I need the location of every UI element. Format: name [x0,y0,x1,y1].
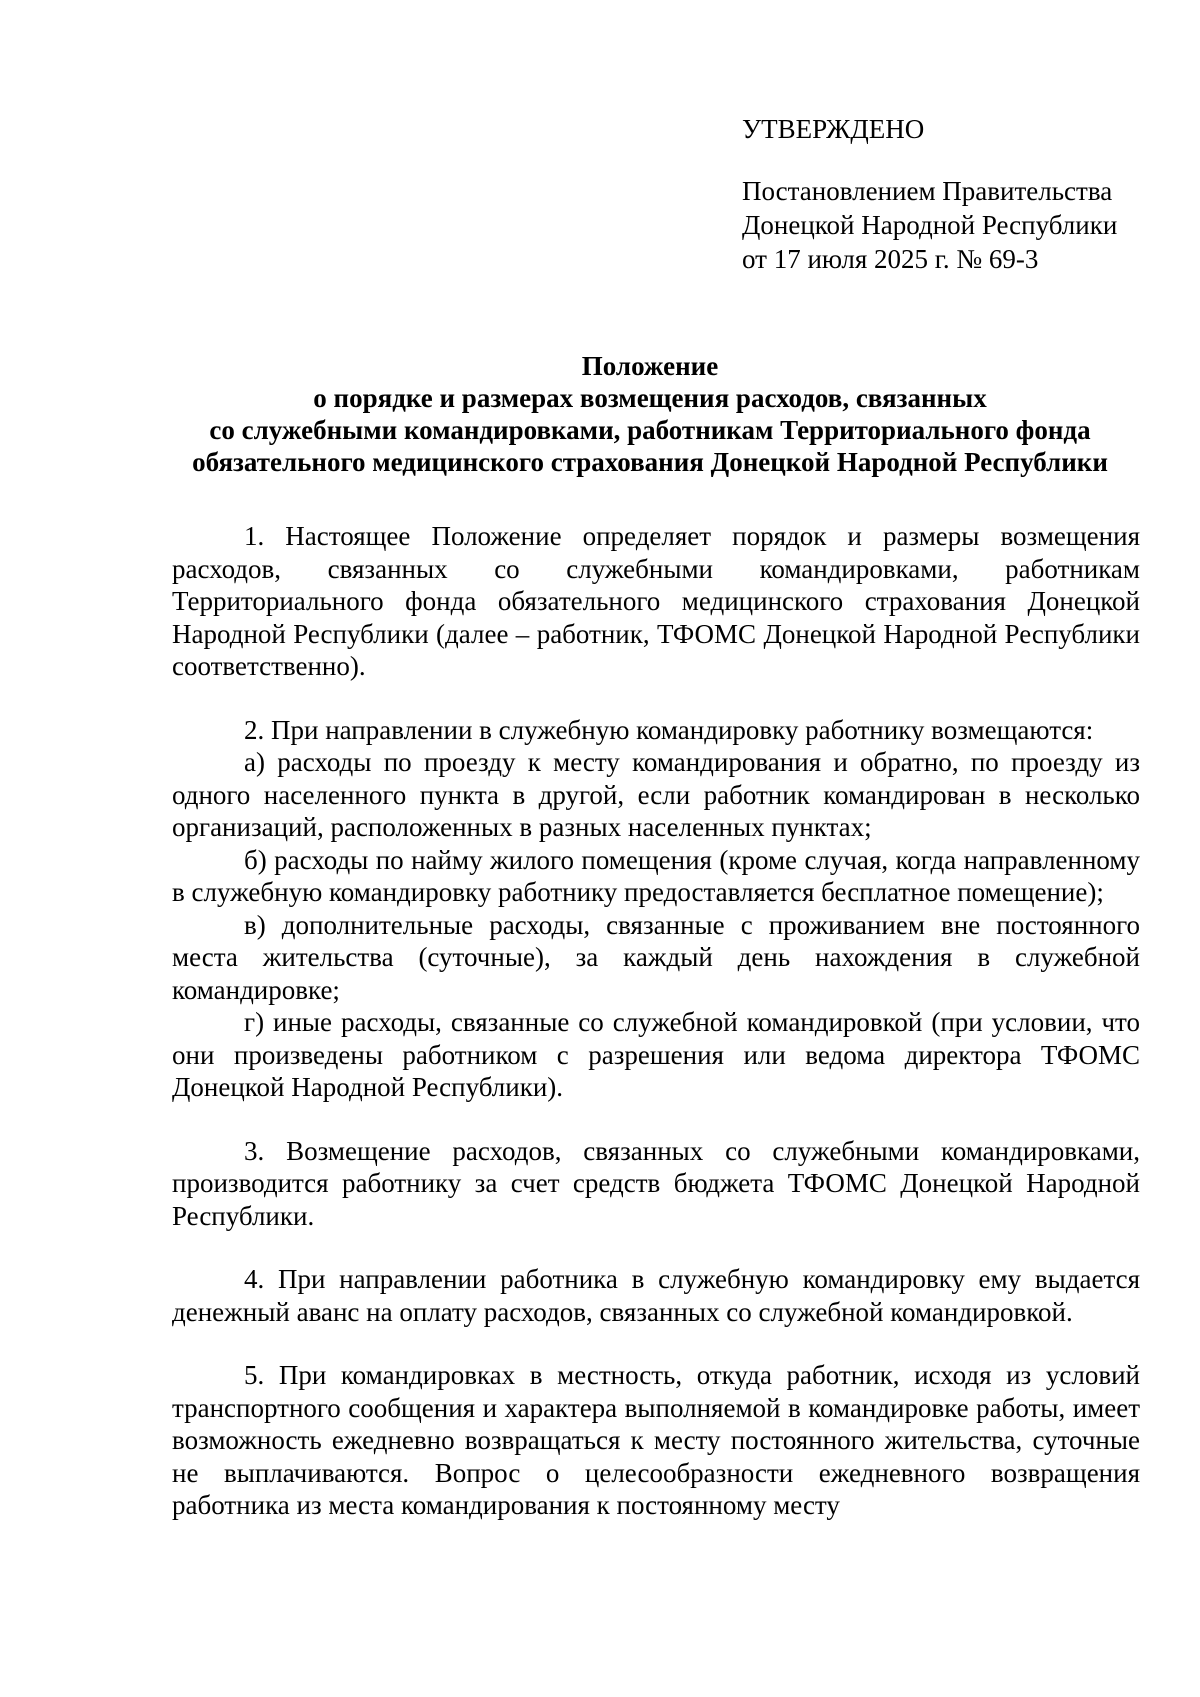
paragraph-2a: а) расходы по проезду к месту командирования и обратно, по проезду из одного населенного пункта в другой, если работник командирован в несколько организаций, расположенных в разных населенных пунктах; [172,747,1140,842]
paragraph-3: 3. Возмещение расходов, связанных со служебными командировками, производится работнику за счет средств бюджета ТФОМС Донецкой Народной Республики. [172,1135,1140,1231]
title-line: Положение [581,351,719,381]
paragraph-1: 1. Настоящее Положение определяет порядок и размеры возмещения расходов, связанных со служебными командировками, работникам Территориального фонда обязательного медицинского страхования Донецкой Народной Республики (далее – работник, ТФОМС Донецкой Народной Республики соответственно). [172,521,1140,681]
approval-block [742,112,1162,276]
approval-line: Постановлением Правительства [742,176,1113,206]
paragraph-2d: г) иные расходы, связанные со служебной командировкой (при условии, что они произведены работником с разрешения или ведома директора ТФОМС Донецкой Народной Республики). [172,1007,1140,1102]
paragraph-5: 5. При командировках в местность, откуда работник, исходя из условий транспортного сообщения и характера выполняемой в командировке работы, имеет возможность ежедневно возвращаться к месту постоянного жительства, суточные не выплачиваются. Вопрос о целесообразности ежедневного возвращения работника из места командирования к постоянному месту [172,1360,1140,1520]
paragraph-4: 4. При направлении работника в служебную командировку ему выдается денежный аванс на оплату расходов, связанных со служебной командировкой. [172,1264,1140,1327]
paragraph-2: 2. При направлении в служебную командировку работнику возмещаются: [244,714,1094,745]
approval-line: Донецкой Народной Республики [742,210,1118,240]
paragraph-2b: б) расходы по найму жилого помещения (кроме случая, когда направленному в служебную командировку работнику предоставляется бесплатное помещение); [172,844,1140,907]
document-title [150,350,1150,478]
approval-stamp: УТВЕРЖДЕНО [742,114,925,144]
title-line: о порядке и размерах возмещения расходов, связанных [313,383,987,413]
document-body [172,520,1140,1522]
approval-line: от 17 июля 2025 г. № 69-3 [742,244,1039,274]
paragraph-2c: в) дополнительные расходы, связанные с проживанием вне постоянного места жительства (суточные), за каждый день нахождения в служебной командировке; [172,909,1140,1005]
title-line: со служебными командировками, работникам Территориального фонда [209,415,1091,445]
title-line: обязательного медицинского страхования Донецкой Народной Республики [192,447,1108,477]
